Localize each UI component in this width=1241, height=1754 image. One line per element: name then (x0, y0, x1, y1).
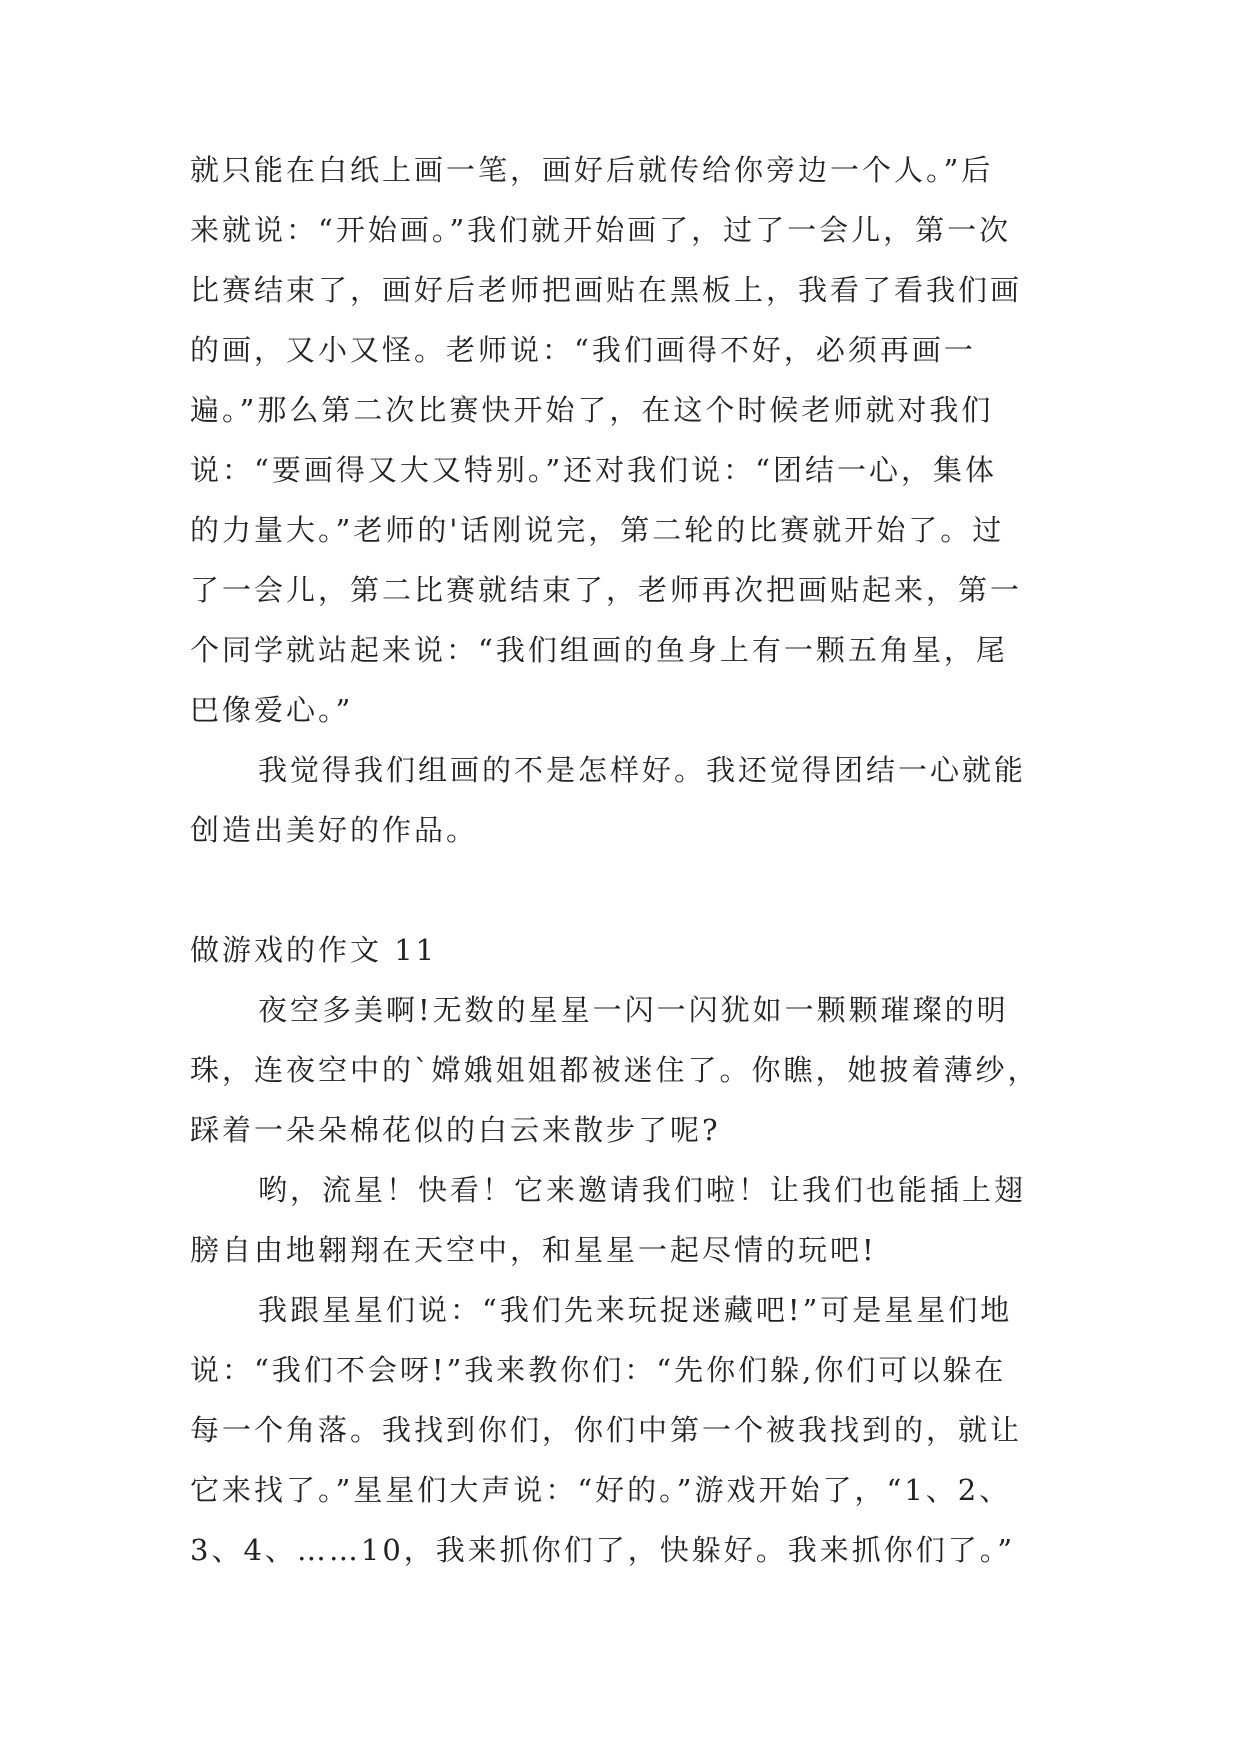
paragraph-line: 说：“要画得又大又特别。”还对我们说：“团结一心，集体 (190, 453, 997, 487)
paragraph-line: 它来找了。”星星们大声说：“好的。”游戏开始了，“1、2、 (190, 1473, 1012, 1507)
paragraph-line: 的画，又小又怪。老师说：“我们画得不好，必须再画一 (190, 333, 976, 367)
paragraph-line: 我跟星星们说：“我们先来玩捉迷藏吧!”可是星星们地 (258, 1293, 1013, 1327)
paragraph-line: 珠，连夜空中的`嫦娥姐姐都被迷住了。你瞧，她披着薄纱， (190, 1053, 1040, 1087)
paragraph-line: 3、4、……10，我来抓你们了，快躲好。我来抓你们了。” (190, 1533, 1016, 1567)
paragraph-line: 我觉得我们组画的不是怎样好。我还觉得团结一心就能 (258, 753, 1027, 787)
paragraph-line: 哟，流星！快看！它来邀请我们啦！让我们也能插上翅 (258, 1173, 1027, 1207)
essay-title: 做游戏的作文 11 (190, 933, 438, 967)
paragraph-line: 个同学就站起来说：“我们组画的鱼身上有一颗五角星，尾 (190, 633, 1008, 667)
paragraph-line: 的力量大。”老师的'话刚说完，第二轮的比赛就开始了。过 (190, 513, 1005, 547)
paragraph-line: 巴像爱心。” (190, 693, 354, 727)
paragraph-line: 夜空多美啊!无数的星星一闪一闪犹如一颗颗璀璨的明 (258, 993, 1009, 1027)
paragraph-line: 膀自由地翱翔在天空中，和星星一起尽情的玩吧! (190, 1233, 877, 1267)
paragraph-line: 说：“我们不会呀!”我来教你们：“先你们躲,你们可以躲在 (190, 1353, 1007, 1387)
paragraph-line: 比赛结束了，画好后老师把画贴在黑板上，我看了看我们画 (190, 273, 1023, 307)
paragraph-line: 来就说：“开始画。”我们就开始画了，过了一会儿，第一次 (190, 213, 1012, 247)
paragraph-line: 就只能在白纸上画一笔，画好后就传给你旁边一个人。”后 (190, 153, 994, 187)
paragraph-line: 每一个角落。我找到你们，你们中第一个被我找到的，就让 (190, 1413, 1023, 1447)
paragraph-line: 创造出美好的作品。 (190, 813, 479, 847)
paragraph-line: 遍。”那么第二次比赛快开始了，在这个时候老师就对我们 (190, 393, 994, 427)
paragraph-line: 了一会儿，第二比赛就结束了，老师再次把画贴起来，第一 (190, 573, 1023, 607)
paragraph-line: 踩着一朵朵棉花似的白云来散步了呢? (190, 1113, 721, 1147)
